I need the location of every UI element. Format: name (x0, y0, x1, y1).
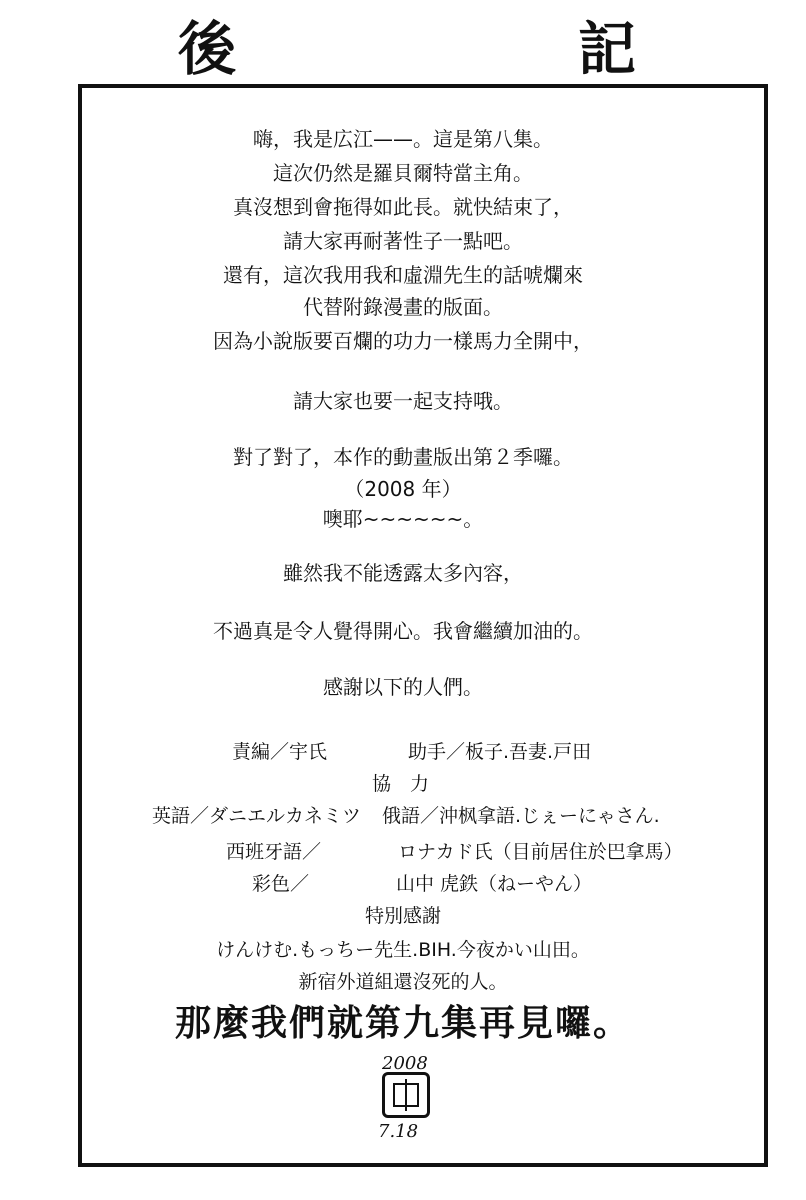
credit-coloring-label: 彩色／ (252, 873, 310, 895)
credit-cooperation-label: 協 力 (372, 773, 430, 795)
body-line: 請大家也要一起支持哦。 (293, 389, 513, 413)
body-line: 雖然我不能透露太多內容， (283, 561, 523, 585)
credit-english: 英語／ダニエルカネミツ (152, 805, 362, 827)
body-line: 感謝以下的人們。 (323, 675, 483, 699)
body-line: 因為小說版要百爛的功力一樣馬力全開中， (213, 329, 593, 353)
credit-editor: 責編／宇氏 (232, 741, 328, 763)
signature-year: 2008 (382, 1053, 428, 1074)
heading-right-char: 記 (578, 15, 637, 83)
credit-special-thanks-names: けんけむ.もっちー先生.BIH.今夜かい山田。 (216, 939, 590, 961)
signature-date: 7.18 (378, 1121, 419, 1142)
signature-seal-icon (382, 1072, 430, 1118)
body-line: 對了對了，本作的動畫版出第２季囉。 (233, 445, 573, 469)
body-line: （2008 年） (344, 477, 462, 501)
credit-special-thanks-group: 新宿外道組還沒死的人。 (298, 971, 508, 993)
body-line: 請大家再耐著性子一點吧。 (283, 229, 523, 253)
credit-assistant: 助手／板子.吾妻.戸田 (408, 741, 592, 763)
credit-special-thanks-label: 特別感謝 (364, 905, 441, 927)
credit-spanish-label: 西班牙語／ (226, 841, 322, 863)
body-line: 不過真是令人覺得開心。我會繼續加油的。 (213, 619, 593, 643)
closing-line: 那麼我們就第九集再見囉。 (174, 1003, 631, 1044)
credit-spanish-name: ロナカド氏（目前居住於巴拿馬） (398, 841, 683, 863)
body-line: 還有，這次我用我和虛淵先生的話唬爛來 (223, 263, 583, 287)
body-line: 代替附錄漫畫的版面。 (303, 295, 503, 319)
credit-russian: 俄語／沖枫拿語.じぇーにゃさん. (382, 805, 660, 827)
credit-coloring-name: 山中 虎鉄（ねーやん） (396, 873, 593, 895)
heading-left-char: 後 (178, 15, 237, 83)
body-line: 真沒想到會拖得如此長。就快結束了， (233, 195, 573, 219)
body-line: 嗨，我是広江——。這是第八集。 (253, 127, 553, 151)
body-line: 噢耶~~~~~~。 (322, 507, 484, 531)
body-line: 這次仍然是羅貝爾特當主角。 (273, 161, 533, 185)
